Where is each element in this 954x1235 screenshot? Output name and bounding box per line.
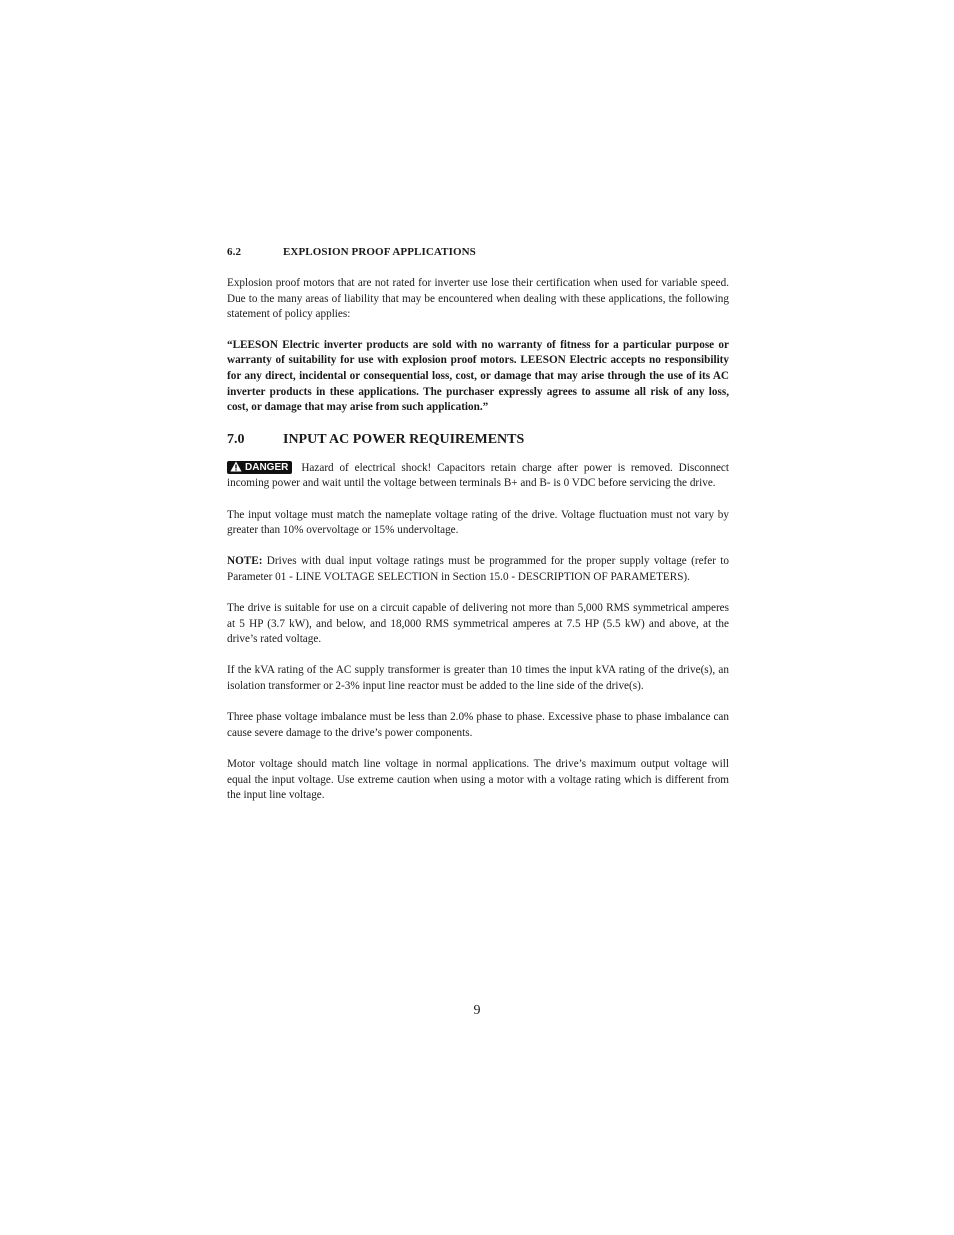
danger-label: DANGER	[245, 461, 289, 473]
input-voltage-paragraph: The input voltage must match the nameplate voltage rating of the drive. Voltage fluctuation must not vary by greater than 10% overvoltage or 15% undervoltage.	[227, 508, 729, 537]
motor-voltage-paragraph: Motor voltage should match line voltage in normal applications. The drive’s maximum output voltage will equal the input voltage. Use extreme caution when using a motor with a voltage rating which is different from the input line voltage.	[227, 758, 729, 802]
warning-triangle-icon	[230, 461, 242, 472]
section-number: 7.0	[227, 431, 245, 447]
note-paragraph	[227, 554, 729, 585]
explosion-proof-paragraph: Explosion proof motors that are not rated for inverter use lose their certification when used for variable speed. Due to the many areas of liability that may be encountered when dealing with these applications, the following statement of policy applies:	[227, 277, 729, 321]
note-label: NOTE:	[227, 555, 263, 568]
note-text: Drives with dual input voltage ratings must be programmed for the proper supply voltage (refer to Parameter 01 - LINE VOLTAGE SELECTION in Section 15.0 - DESCRIPTION OF PARAMETERS).	[227, 555, 729, 583]
danger-paragraph	[227, 461, 729, 492]
section-number: 6.2	[227, 246, 242, 258]
section-6-2-heading	[227, 244, 729, 260]
section-7-0-heading	[227, 430, 729, 450]
section-title: EXPLOSION PROOF APPLICATIONS	[283, 246, 476, 258]
transformer-kva-paragraph: If the kVA rating of the AC supply transformer is greater than 10 times the input kVA rating of the drive(s), an isolation transformer or 2-3% input line reactor must be added to the line side of the drive(s).	[227, 664, 729, 693]
policy-statement: “LEESON Electric inverter products are sold with no warranty of fitness for a particular purpose or warranty of suitability for use with explosion proof motors. LEESON Electric accepts no responsibility for any direct, incidental or consequential loss, cost, or damage that may arise through the use of its AC inverter products in these applications. The purchaser expressly agrees to assume all risk of any loss, cost, or damage that may arise from such application.”	[227, 338, 729, 414]
danger-text: Hazard of electrical shock! Capacitors retain charge after power is removed. Disconnect incoming power and wait until the voltage between terminals B+ and B- is 0 VDC before servicing the drive.	[227, 461, 729, 490]
circuit-capacity-paragraph: The drive is suitable for use on a circuit capable of delivering not more than 5,000 RMS symmetrical amperes at 5 HP (3.7 kW), and below, and 18,000 RMS symmetrical amperes at 7.5 HP (5.5 kW) and above, at the drive’s rated voltage.	[227, 602, 729, 646]
phase-imbalance-paragraph: Three phase voltage imbalance must be less than 2.0% phase to phase. Excessive phase to phase imbalance can cause severe damage to the drive’s power components.	[227, 711, 729, 739]
page-content	[227, 244, 729, 804]
section-title: INPUT AC POWER REQUIREMENTS	[283, 431, 525, 447]
danger-badge	[227, 461, 292, 474]
page-number: 9	[473, 1003, 481, 1018]
